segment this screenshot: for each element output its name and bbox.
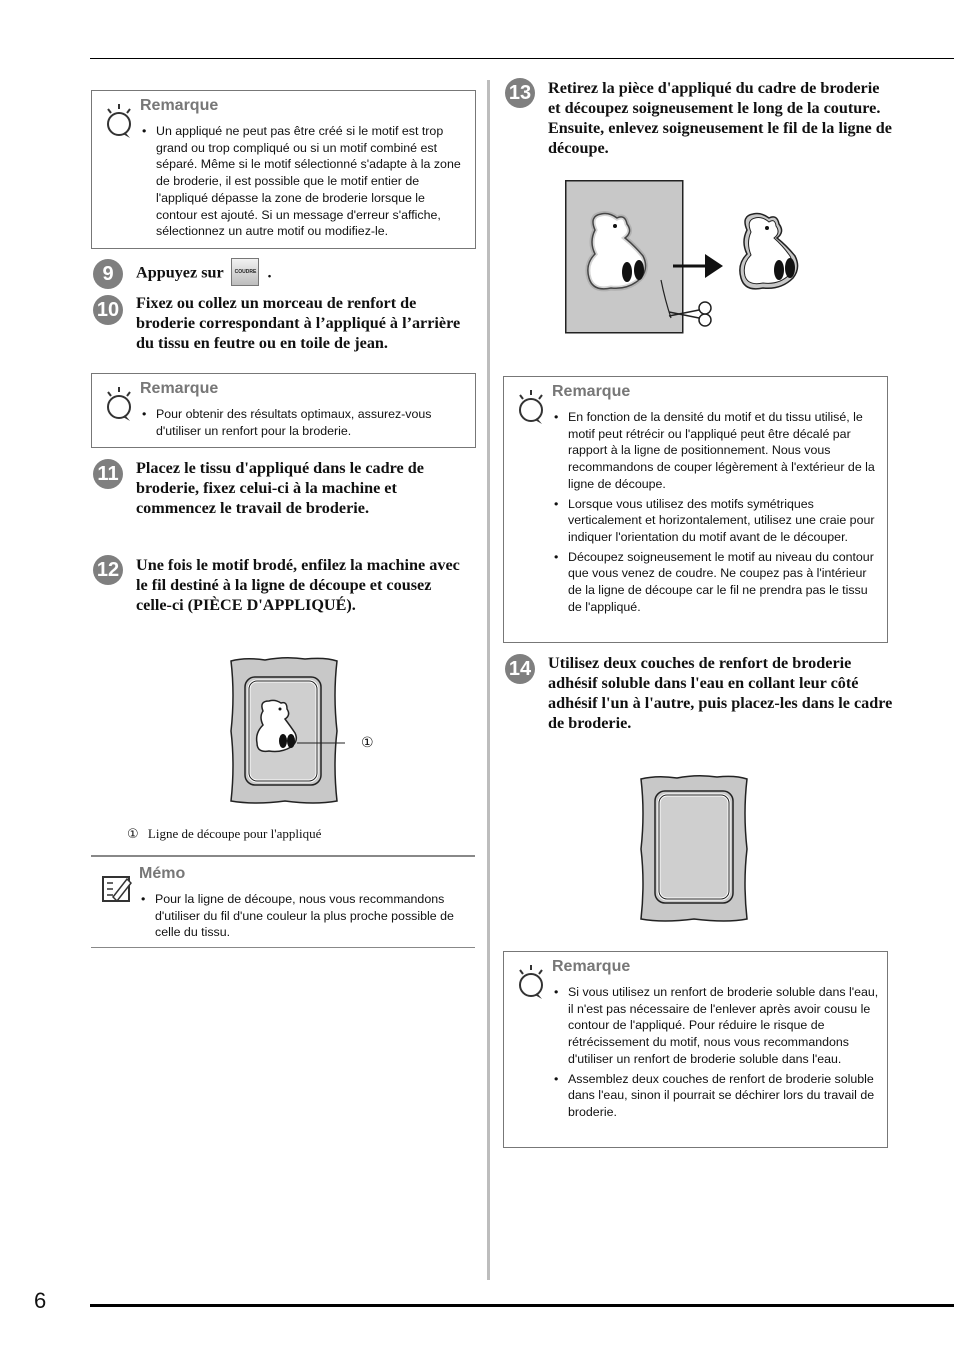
page-number: 6	[34, 1288, 47, 1313]
remarque-box-3	[503, 376, 888, 643]
memo-box	[91, 855, 475, 948]
remarque-item: • Si vous utilisez un renfort de broderie soluble dans l'eau, il n'est pas nécessaire de l'enlever après avoir cousu le contour de l'appliqué. Pour réduire le risque de rétrécissement du motif, nous vous recommandons d'utiliser un renfort de broderie soluble dans l'eau.	[552, 984, 881, 1068]
remarque-list	[552, 984, 881, 1124]
remarque-title: Remarque	[140, 380, 219, 397]
column-divider	[487, 80, 490, 1280]
figure-callout-1: ①	[361, 735, 374, 751]
step-9-text-after: .	[267, 263, 272, 282]
step-13-number: 13	[505, 78, 535, 108]
remarque-box-4	[503, 951, 888, 1148]
remarque-item: • Lorsque vous utilisez des motifs symétriques verticalement et horizontalement, utilisez une craie pour indiquer l'orientation du motif avant de le découper.	[552, 496, 881, 546]
step-9-text-before: Appuyez sur	[136, 263, 224, 282]
remarque-box-2	[91, 373, 476, 448]
remarque-item: • Assemblez deux couches de renfort de broderie soluble dans l'eau, sinon il pourrait se déchirer lors du travail de broderie.	[552, 1071, 881, 1121]
step-11-number: 11	[93, 459, 123, 489]
memo-notepad-icon	[99, 869, 135, 909]
step-12-text: Une fois le motif brodé, enfilez la machine avec le fil destiné à la ligne de découpe et cousez celle-ci (PIÈCE D'APPLIQUÉ).	[136, 556, 460, 614]
caption-marker: ①	[127, 827, 139, 842]
memo-item: • Pour la ligne de découpe, nous vous recommandons d'utiliser du fil d'une couleur la plus proche possible de celle du tissu.	[139, 891, 469, 941]
step-12-number: 12	[93, 555, 123, 585]
step-10-number: 10	[93, 295, 123, 325]
cut-bear-shape	[740, 214, 798, 289]
coudre-button-label: COUDRE	[234, 269, 257, 275]
empty-hoop-figure	[637, 773, 751, 925]
step-10-text: Fixez ou collez un morceau de renfort de broderie correspondant à l’appliqué à l’arrière du tissu en feutre ou en toile de jean.	[136, 294, 461, 352]
remarque-lightbulb-icon	[100, 384, 136, 424]
step-13-text: Retirez la pièce d'appliqué du cadre de broderie et découpez soigneusement le long de la couture. Ensuite, enlevez soigneusement le fil de la ligne de découpe.	[548, 79, 892, 157]
remarque-item: • En fonction de la densité du motif et du tissu utilisé, le motif peut rétrécir ou l'appliqué peut être décalé par rapport à la ligne de positionnement. Nous vous recommandons de couper légèrement à l'extérieur de la ligne de découpe.	[552, 409, 881, 493]
step-14-number: 14	[505, 654, 535, 684]
remarque-item: • Un appliqué ne peut pas être créé si le motif est trop grand ou trop compliqué ou si un motif combiné est séparé. Même si le motif sélectionné s'adapte à la zone de broderie, il est possible que le motif entier de l'appliqué dépasse la zone de broderie lorsque le contour est ajouté. Si un message d'erreur s'affiche, sélectionnez un autre motif ou modifiez-le.	[140, 123, 469, 240]
step-9-number: 9	[93, 259, 123, 289]
step-9-text	[136, 260, 466, 288]
memo-title: Mémo	[139, 865, 186, 882]
remarque-lightbulb-icon	[512, 962, 548, 1002]
remarque-title: Remarque	[552, 383, 631, 400]
remarque-item: • Pour obtenir des résultats optimaux, assurez-vous d'utiliser un renfort pour la broderie.	[140, 406, 469, 439]
remarque-title: Remarque	[140, 97, 219, 114]
bottom-rule	[90, 1304, 954, 1307]
figure-caption	[127, 826, 321, 842]
remarque-box-1	[91, 90, 476, 249]
top-rule	[90, 58, 954, 59]
remarque-item: • Découpez soigneusement le motif au niveau du contour que vous venez de coudre. Ne coupez pas à l'intérieur de la ligne de découpe car le fil ne prendra pas le tissu de l'appliqué.	[552, 549, 881, 616]
remarque-list	[552, 409, 881, 618]
step-11-text: Placez le tissu d'appliqué dans le cadre de broderie, fixez celui-ci à la machine et commencez le travail de broderie.	[136, 459, 424, 517]
remarque-lightbulb-icon	[512, 387, 548, 427]
coudre-button-icon[interactable]	[231, 258, 259, 286]
remarque-list	[140, 123, 469, 243]
remarque-list	[140, 406, 469, 442]
hoop-bear-figure	[225, 655, 345, 807]
remarque-title: Remarque	[552, 958, 631, 975]
cut-applique-figure	[565, 180, 835, 338]
remarque-lightbulb-icon	[100, 101, 136, 141]
memo-list	[139, 891, 469, 944]
step-14-text: Utilisez deux couches de renfort de broderie adhésif soluble dans l'eau en collant leur côté adhésif l'un à l'autre, puis placez-les dans le cadre de broderie.	[548, 654, 893, 732]
caption-text: Ligne de découpe pour l'appliqué	[147, 826, 322, 841]
